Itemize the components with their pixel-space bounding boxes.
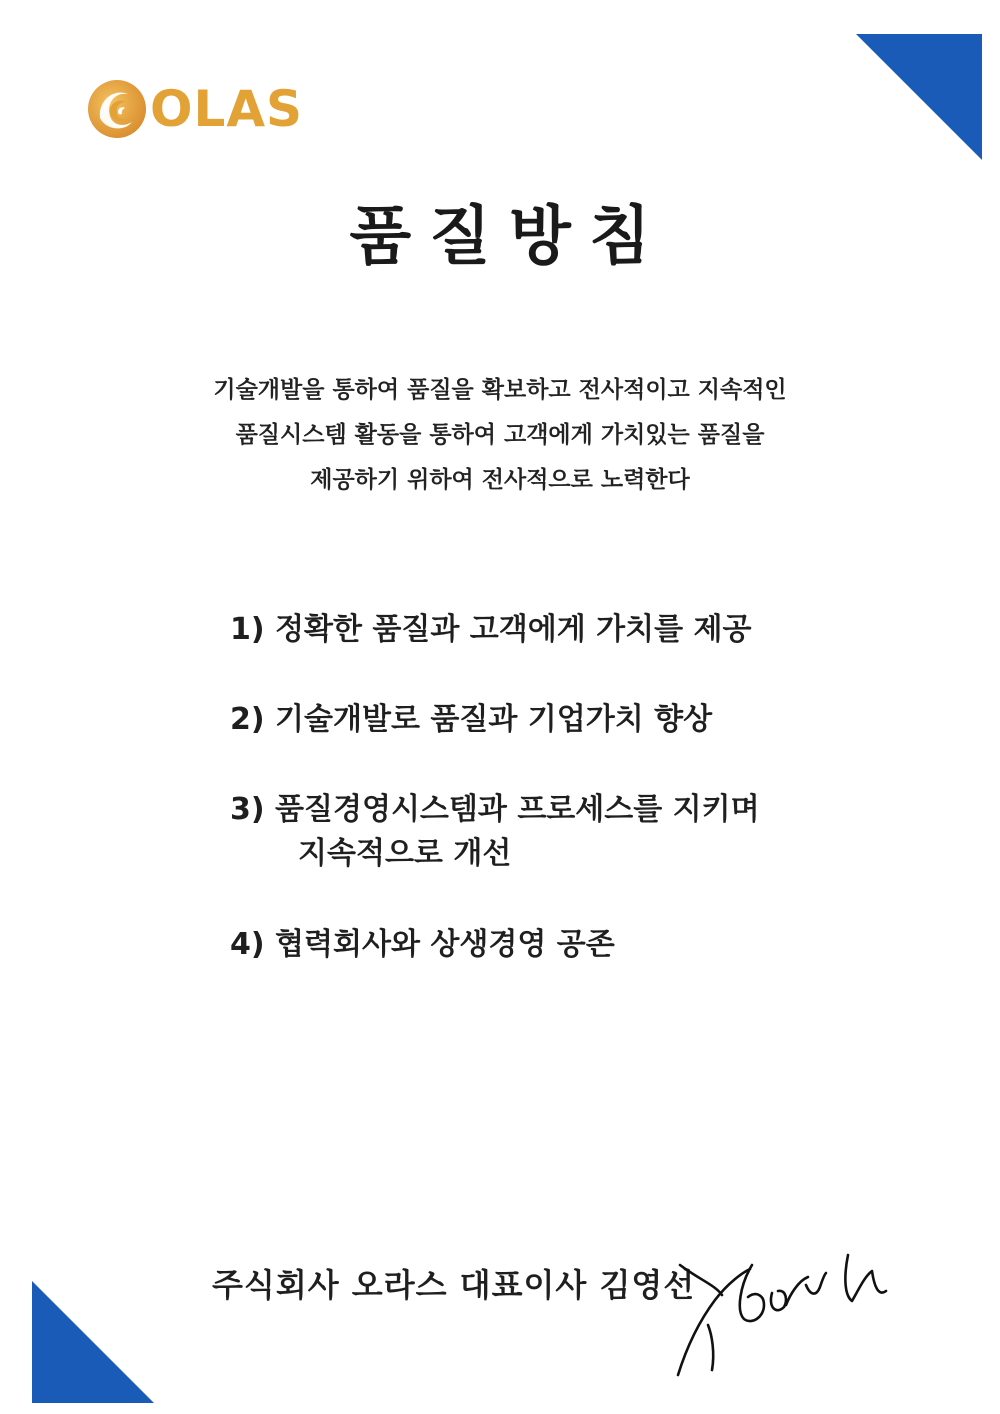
signatory-line: 주식회사 오라스 대표이사 김영선 [212, 1266, 696, 1304]
principle-text: 1) 정확한 품질과 고객에게 가치를 제공 [230, 612, 752, 647]
policy-statement-line: 품질시스템 활동을 통하여 고객에게 가치있는 품질을 [235, 422, 765, 448]
company-logo [86, 78, 303, 140]
policy-statement-line: 제공하기 위하여 전사적으로 노력한다 [310, 467, 690, 493]
principle-item [230, 698, 712, 742]
principle-item [230, 608, 752, 652]
corner-triangle-top-right [856, 34, 982, 160]
principle-text-continuation: 지속적으로 개선 [298, 836, 512, 871]
principle-text: 3) 품질경영시스템과 프로세스를 지키며 [230, 792, 760, 827]
principle-text: 4) 협력회사와 상생경영 공존 [230, 927, 615, 962]
principle-item [230, 788, 760, 876]
principle-item [230, 923, 615, 967]
handwritten-signature [660, 1225, 900, 1395]
corner-triangle-bottom-left [32, 1281, 154, 1403]
wave-circle-logo-icon [86, 78, 148, 140]
logo-wordmark: OLAS [150, 80, 304, 138]
policy-statement-line: 기술개발을 통하여 품질을 확보하고 전사적이고 지속적인 [213, 377, 787, 403]
page-title: 품질방침 [349, 200, 669, 274]
principle-text: 2) 기술개발로 품질과 기업가치 향상 [230, 702, 713, 737]
policy-statement [0, 368, 1000, 503]
